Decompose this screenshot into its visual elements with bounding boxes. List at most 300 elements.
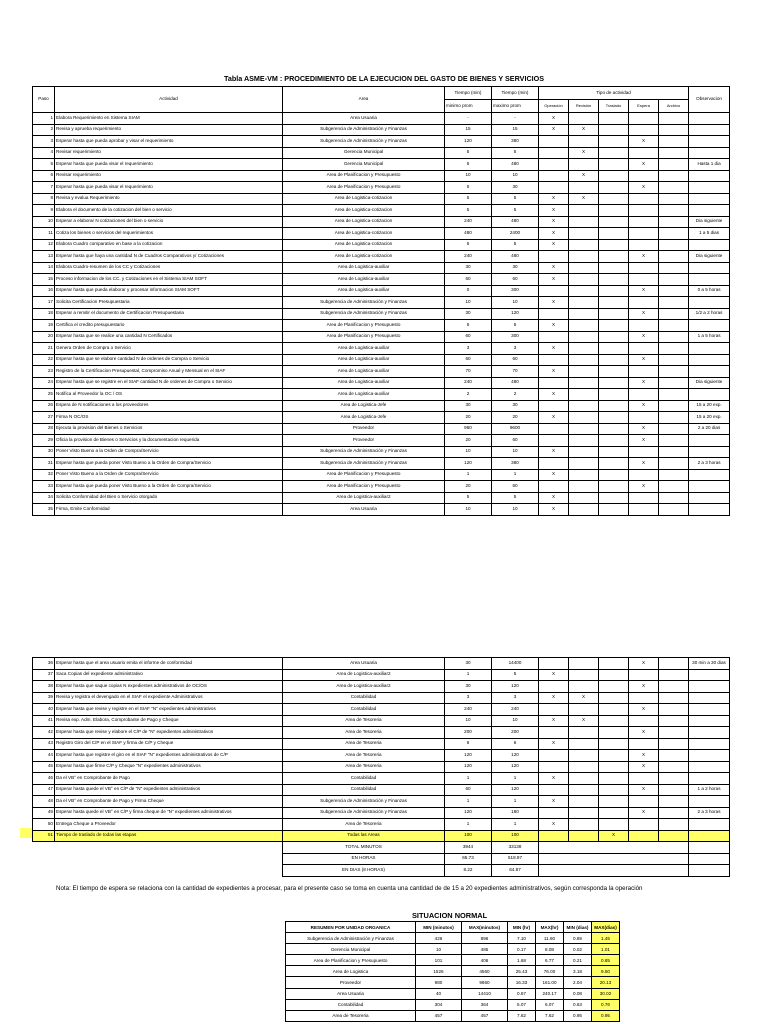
row-type-op: X: [539, 124, 569, 136]
row-area: Subgerencia de Administración y Finanzas: [283, 124, 445, 136]
situacion-cell: 1.45: [592, 933, 620, 944]
row-type-esp: [629, 669, 659, 681]
row-type-op: [539, 136, 569, 148]
row-type-arc: [659, 492, 689, 504]
row-min: 30: [445, 262, 492, 274]
row-area: Subgerencia de Administración y Finanzas: [283, 308, 445, 320]
row-type-esp: [629, 819, 659, 831]
row-type-tra: [599, 807, 629, 819]
row-type-arc: [659, 366, 689, 378]
row-observacion: [689, 297, 730, 309]
table-row: [33, 193, 730, 205]
row-max: 3: [492, 692, 539, 704]
situacion-cell: 30.02: [592, 988, 620, 999]
row-min: 1: [445, 796, 492, 808]
blank-cell: [33, 842, 55, 854]
row-type-arc: [659, 285, 689, 297]
row-min: 5: [445, 193, 492, 205]
table-row: [33, 170, 730, 182]
row-observacion: Dia siguiente: [689, 216, 730, 228]
row-type-tra: [599, 715, 629, 727]
row-observacion: [689, 136, 730, 148]
row-min: 60: [445, 274, 492, 286]
row-area: Area de Logistica-auxiliar2: [283, 492, 445, 504]
row-type-esp: [629, 343, 659, 355]
col-header-tmax: Tiempo (min): [492, 87, 539, 100]
row-type-esp: [629, 469, 659, 481]
row-activity: Esperar hasta quede el VB° en C/P de "N" expedientes administrativos: [55, 784, 283, 796]
row-type-tra: [599, 738, 629, 750]
row-num: 51: [33, 830, 55, 842]
col-header-observacion: Observacion: [689, 87, 730, 113]
row-num: 21: [33, 343, 55, 355]
row-type-arc: [659, 469, 689, 481]
row-type-rev: [569, 285, 599, 297]
row-observacion: [689, 435, 730, 447]
row-type-rev: [569, 228, 599, 240]
row-observacion: [689, 182, 730, 194]
row-type-op: X: [539, 796, 569, 808]
row-type-esp: X: [629, 761, 659, 773]
row-type-rev: [569, 761, 599, 773]
row-type-tra: [599, 377, 629, 389]
row-type-esp: [629, 124, 659, 136]
row-type-esp: [629, 205, 659, 217]
row-max: 5: [492, 669, 539, 681]
row-activity: Esperar hasta que pueda visar el requerimiento: [55, 159, 283, 171]
row-area: Area de Tesoreria: [283, 761, 445, 773]
page-title: Tabla ASME-VM : PROCEDIMIENTO DE LA EJECUCION DEL GASTO DE BIENES Y SERVICIOS: [223, 74, 545, 83]
row-type-arc: [659, 308, 689, 320]
row-max: 1: [492, 773, 539, 785]
situacion-row: [286, 999, 620, 1010]
situacion-cell: 20.13: [592, 977, 620, 988]
row-min: 3: [445, 692, 492, 704]
row-max: 6: [492, 738, 539, 750]
row-type-tra: [599, 784, 629, 796]
row-type-op: [539, 458, 569, 470]
row-num: 33: [33, 481, 55, 493]
row-type-esp: [629, 366, 659, 378]
situacion-cell: 0.17: [508, 944, 536, 955]
row-num: 6: [33, 170, 55, 182]
row-type-arc: [659, 658, 689, 670]
row-min: 120: [445, 750, 492, 762]
row-type-tra: [599, 446, 629, 458]
row-max: 1: [492, 819, 539, 831]
row-num: 9: [33, 205, 55, 217]
situacion-cell: Gerencia Municipal: [286, 944, 416, 955]
row-type-tra: [599, 136, 629, 148]
row-min: 30: [445, 400, 492, 412]
row-num: 16: [33, 285, 55, 297]
row-type-esp: X: [629, 458, 659, 470]
blank-cell: [33, 865, 55, 877]
row-activity: Esperar hasta que revise y registre en el SIAF "N" expedientes administrativos: [55, 704, 283, 716]
row-area: Subgerencia de Administración y Finanzas: [283, 807, 445, 819]
row-num: 48: [33, 796, 55, 808]
row-type-esp: [629, 796, 659, 808]
row-area: Gerencia Municipal: [283, 147, 445, 159]
row-max: 200: [492, 727, 539, 739]
row-activity: Oficia la provision de Bienes o Servicios y la documentacion requerida: [55, 435, 283, 447]
row-activity: Revisa y registra el devengado en el SIAF el expediente Administrativos: [55, 692, 283, 704]
row-highlight-marker: [20, 828, 32, 838]
row-activity: Proceso informacion de los CC. y Cotizaciones en el Sistema SIAM SOFT: [55, 274, 283, 286]
row-activity: Elabora Requerimiento en Sistema SIAM: [55, 113, 283, 125]
col-header-archivo: Archivo: [659, 100, 689, 113]
row-min: 240: [445, 251, 492, 263]
row-type-rev: [569, 727, 599, 739]
blank-cell: [539, 853, 689, 865]
row-type-tra: [599, 170, 629, 182]
row-type-op: X: [539, 692, 569, 704]
situacion-cell: 426: [416, 933, 462, 944]
row-observacion: [689, 343, 730, 355]
row-type-op: [539, 784, 569, 796]
row-activity: Elabora el documento de la cotizacion del bien o servicio: [55, 205, 283, 217]
row-num: 3: [33, 136, 55, 148]
row-max: 60: [492, 274, 539, 286]
row-traslado-mark: X: [599, 830, 629, 842]
total-max: 33138: [492, 842, 539, 854]
row-min: 20: [445, 435, 492, 447]
row-type-arc: [659, 193, 689, 205]
table-row: [33, 136, 730, 148]
col-subheader-tmin: minimo prom: [445, 100, 492, 113]
row-num: 26: [33, 400, 55, 412]
row-observacion: [689, 124, 730, 136]
row-type-tra: [599, 297, 629, 309]
row-type-esp: [629, 193, 659, 205]
row-activity: Elabora Cuadro comparativo en base a la cotizacion: [55, 239, 283, 251]
row-area: Contabilidad: [283, 784, 445, 796]
row-area: Area de Tesoreria: [283, 727, 445, 739]
table-row-traslado: [33, 830, 730, 842]
total-label: TOTAL MINUTOS: [283, 842, 445, 854]
situacion-cell: 0.95: [564, 1010, 592, 1021]
row-type-tra: [599, 228, 629, 240]
row-type-esp: X: [629, 182, 659, 194]
row-area: Area de Logistica-cotizacion: [283, 228, 445, 240]
row-observacion: [689, 354, 730, 366]
situacion-cell: 1.68: [508, 955, 536, 966]
row-type-esp: X: [629, 331, 659, 343]
row-num: 24: [33, 377, 55, 389]
row-min: 30: [445, 308, 492, 320]
row-type-op: X: [539, 773, 569, 785]
row-type-arc: [659, 239, 689, 251]
situacion-cell: Subgerencia de Administración y Finanzas: [286, 933, 416, 944]
row-min: 120: [445, 761, 492, 773]
situacion-cell: 0.02: [564, 944, 592, 955]
row-type-tra: [599, 124, 629, 136]
row-area: Area Usuaria: [283, 504, 445, 516]
row-type-op: X: [539, 446, 569, 458]
row-type-op: X: [539, 343, 569, 355]
row-observacion: [689, 205, 730, 217]
col-header-area: Area: [283, 87, 445, 113]
row-activity: Esperar hasta que pueda elaborar y procesar informacion SIAM SOFT: [55, 285, 283, 297]
col-header-tmin: Tiempo (min): [445, 87, 492, 100]
table-row: [33, 796, 730, 808]
row-type-esp: [629, 773, 659, 785]
row-area: Area de Planificacion y Presupuesto: [283, 320, 445, 332]
row-min: 5: [445, 205, 492, 217]
situacion-row: [286, 977, 620, 988]
total-row: [33, 853, 730, 865]
table-row: [33, 469, 730, 481]
row-min: 1: [445, 819, 492, 831]
row-activity: Esperar hasta que revise y elabore el C/P de "N" expedientes administrativos: [55, 727, 283, 739]
row-activity: Revisa y aprueba requerimiento: [55, 124, 283, 136]
total-min: 3944: [445, 842, 492, 854]
row-min: 70: [445, 366, 492, 378]
row-type-op: X: [539, 669, 569, 681]
row-type-arc: [659, 159, 689, 171]
row-min: 5: [445, 147, 492, 159]
row-activity: Firma, Emite Conformidad: [55, 504, 283, 516]
row-type-esp: [629, 216, 659, 228]
row-max: 300: [492, 285, 539, 297]
row-min: 5: [445, 320, 492, 332]
row-max: 1: [492, 469, 539, 481]
situacion-cell: 16.33: [508, 977, 536, 988]
situacion-cell: 980: [416, 977, 462, 988]
row-max: 30: [492, 182, 539, 194]
row-num: 47: [33, 784, 55, 796]
situacion-col-header: MAX(hr): [536, 922, 564, 933]
table-row: [33, 308, 730, 320]
row-type-esp: X: [629, 727, 659, 739]
row-type-esp: [629, 692, 659, 704]
row-type-tra: [599, 669, 629, 681]
row-activity: Esperar hasta que se elabore cantidad N de ordenes de Compra o Servicio: [55, 354, 283, 366]
row-num: 39: [33, 692, 55, 704]
row-observacion: 2 a 3 horas: [689, 458, 730, 470]
row-type-arc: [659, 773, 689, 785]
row-num: 28: [33, 423, 55, 435]
row-activity: Elabora Cuadro-resumen de los CC y Cotizaciones: [55, 262, 283, 274]
table-row: [33, 761, 730, 773]
row-observacion: [689, 492, 730, 504]
row-activity: Solicita Certificacion Presupuestaria: [55, 297, 283, 309]
row-type-tra: [599, 400, 629, 412]
row-max: 5: [492, 193, 539, 205]
row-type-tra: [599, 481, 629, 493]
row-activity: Registro de la Certificacion Presupuestal, Compromiso Anual y Mensual en el SIAF: [55, 366, 283, 378]
situacion-cell: 6.07: [536, 999, 564, 1010]
row-type-arc: [659, 692, 689, 704]
situacion-col-header: MIN (minutos): [416, 922, 462, 933]
row-max: 9600: [492, 423, 539, 435]
situacion-cell: 364: [462, 999, 508, 1010]
blank-cell: [55, 842, 283, 854]
row-type-op: [539, 182, 569, 194]
row-type-op: [539, 727, 569, 739]
row-min: 60: [445, 331, 492, 343]
row-type-op: [539, 377, 569, 389]
situacion-cell: 5.07: [508, 999, 536, 1010]
row-area: Area de Planificacion y Presupuesto: [283, 469, 445, 481]
situacion-cell: 1.01: [592, 944, 620, 955]
table-row: [33, 113, 730, 125]
row-num: 34: [33, 492, 55, 504]
row-type-esp: [629, 113, 659, 125]
row-type-tra: [599, 320, 629, 332]
row-type-esp: [629, 446, 659, 458]
row-type-tra: [599, 331, 629, 343]
situacion-cell: 7.10: [508, 933, 536, 944]
table-row: [33, 773, 730, 785]
row-type-rev: [569, 669, 599, 681]
row-type-rev: [569, 216, 599, 228]
table-row: [33, 262, 730, 274]
row-activity: Genera Orden de Compra o Servicio: [55, 343, 283, 355]
row-type-op: X: [539, 366, 569, 378]
row-type-esp: [629, 228, 659, 240]
table-row: [33, 704, 730, 716]
row-observacion: [689, 669, 730, 681]
row-activity: Esperar hasta que saque copias N expedientes administrativos de OC/OS: [55, 681, 283, 693]
row-area: Subgerencia de Administración y Finanzas: [283, 297, 445, 309]
row-type-arc: [659, 761, 689, 773]
row-type-op: X: [539, 239, 569, 251]
row-type-rev: [569, 819, 599, 831]
row-min: -: [445, 113, 492, 125]
row-type-rev: X: [569, 193, 599, 205]
row-type-op: [539, 331, 569, 343]
row-area: Area de Logistica-cotizacion: [283, 251, 445, 263]
row-activity: Da el VB° en Comprobante de Pago: [55, 773, 283, 785]
row-area: Area de Logistica-auxiliar: [283, 285, 445, 297]
row-type-rev: [569, 807, 599, 819]
row-type-rev: [569, 159, 599, 171]
row-type-op: [539, 400, 569, 412]
row-area: Area de Logistica-auxiliar2: [283, 681, 445, 693]
row-type-tra: [599, 274, 629, 286]
row-area: Contabilidad: [283, 773, 445, 785]
situacion-cell: 25.43: [508, 966, 536, 977]
row-num: 43: [33, 738, 55, 750]
row-max: 180: [492, 807, 539, 819]
row-observacion: [689, 147, 730, 159]
col-header-operacion: Operación: [539, 100, 569, 113]
row-type-arc: [659, 262, 689, 274]
row-observacion: [689, 681, 730, 693]
row-type-tra: [599, 692, 629, 704]
table-row: [33, 819, 730, 831]
row-min: 5: [445, 159, 492, 171]
row-type-op: [539, 354, 569, 366]
situacion-col-header: RESUMEN POR UNIDAD ORGANICA: [286, 922, 416, 933]
row-type-rev: [569, 113, 599, 125]
row-type-tra: [599, 366, 629, 378]
row-type-op: X: [539, 412, 569, 424]
total-min: 65.73: [445, 853, 492, 865]
situacion-cell: 4560: [462, 966, 508, 977]
table-row: [33, 159, 730, 171]
row-num: 50: [33, 819, 55, 831]
row-type-arc: [659, 136, 689, 148]
row-type-arc: [659, 113, 689, 125]
row-min: 60: [445, 784, 492, 796]
row-area: Area de Planificacion y Presupuesto: [283, 331, 445, 343]
blank-cell: [55, 853, 283, 865]
row-max: 5: [492, 320, 539, 332]
row-area: Proveedor: [283, 423, 445, 435]
row-activity: Esperar hasta que registre el giro en el SIAF "N" expedientes administrativos de C/P: [55, 750, 283, 762]
total-row: [33, 842, 730, 854]
row-max: 5: [492, 205, 539, 217]
row-type-tra: [599, 469, 629, 481]
blank-cell: [55, 865, 283, 877]
row-min: 10: [445, 446, 492, 458]
row-activity: Firma N OC/OS: [55, 412, 283, 424]
row-type-tra: [599, 182, 629, 194]
row-type-arc: [659, 274, 689, 286]
row-num: 42: [33, 727, 55, 739]
row-type-esp: X: [629, 807, 659, 819]
row-type-tra: [599, 354, 629, 366]
situacion-row: [286, 988, 620, 999]
situacion-cell: 76.00: [536, 966, 564, 977]
row-min: 3: [445, 343, 492, 355]
row-type-rev: [569, 481, 599, 493]
row-observacion: [689, 481, 730, 493]
row-type-rev: [569, 136, 599, 148]
row-min: 10: [445, 170, 492, 182]
row-type-arc: [659, 784, 689, 796]
row-area: Area de Tesoreria: [283, 715, 445, 727]
row-min: 240: [445, 377, 492, 389]
row-type-arc: [659, 435, 689, 447]
row-activity: Esperar hasta que se registre en el SIAF cantidad N de ordenes de Compra o Servicio: [55, 377, 283, 389]
row-type-op: X: [539, 320, 569, 332]
total-max: 64.87: [492, 865, 539, 877]
row-area: Area de Logistica-auxiliar: [283, 389, 445, 401]
row-area: Subgerencia de Administración y Finanzas: [283, 136, 445, 148]
table-row: [33, 750, 730, 762]
procedure-table-page1: [32, 86, 730, 516]
row-activity: Saca Copias del expediente administrativo: [55, 669, 283, 681]
row-type-tra: [599, 423, 629, 435]
row-activity: Entrega Cheque a Proveedor: [55, 819, 283, 831]
row-observacion: [689, 761, 730, 773]
row-max: 480: [492, 216, 539, 228]
row-type-tra: [599, 147, 629, 159]
row-type-rev: [569, 205, 599, 217]
situacion-cell: 101: [416, 955, 462, 966]
row-type-rev: [569, 251, 599, 263]
table-row: [33, 715, 730, 727]
row-type-op: [539, 435, 569, 447]
row-type-esp: [629, 170, 659, 182]
situacion-row: [286, 955, 620, 966]
row-num: 46: [33, 773, 55, 785]
col-header-revision: Revisión: [569, 100, 599, 113]
row-min: 5: [445, 492, 492, 504]
row-type-tra: [599, 819, 629, 831]
situacion-cell: 0.95: [592, 1010, 620, 1021]
row-observacion: [689, 239, 730, 251]
row-type-esp: [629, 262, 659, 274]
row-type-op: X: [539, 262, 569, 274]
row-type-tra: [599, 205, 629, 217]
row-type-esp: X: [629, 681, 659, 693]
col-header-traslado: Traslado: [599, 100, 629, 113]
row-type-esp: [629, 504, 659, 516]
